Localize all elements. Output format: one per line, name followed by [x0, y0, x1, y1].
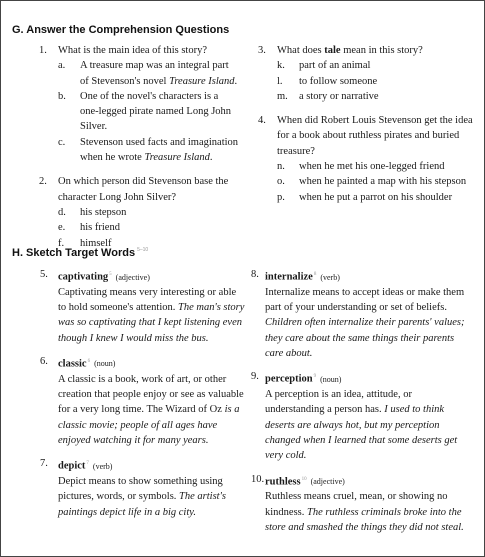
word-entry-internalize: 8. internalize$^8$ (verb) Internalize means to accept ideas or make them part of your understanding or set of beliefs. Children often internalize their parents' values; they care about the same things their parents care about. [251, 269, 465, 359]
option-m[interactable]: m. a story or narrative [277, 90, 379, 102]
section-h-right [251, 267, 473, 535]
question-4: 4. When did Robert Louis Stevenson get the idea for a book about ruthless pirates and buried treasure? [258, 115, 473, 157]
option-e[interactable]: e. his friend [58, 222, 120, 234]
option-b[interactable]: b. One of the novel's characters is a one-legged pirate named Long John Silver. [58, 90, 232, 133]
word-entry-captivating: 5. captivating$^5$ (adjective) Captivating means very interesting or able to hold someone's attention. The man's story was so captivating that I kept listening even though I knew I would miss the bus. [40, 269, 245, 344]
question-2: 2. On which person did Stevenson base the character Long John Silver? [39, 176, 229, 203]
question-1: 1. What is the main idea of this story? [39, 45, 208, 56]
word-entry-perception: 9. perception$^9$ (noun) A perception is an idea, attitude, or understanding a person has. I used to think deserts are always hot, but my perception changed when I learned that some deserts get very cold. [251, 371, 458, 462]
option-n[interactable]: n. when he met his one-legged friend [277, 161, 445, 173]
word-entry-depict: 7. depict$^7$ (verb) Depict means to show something using pictures, words, or symbols. The artist's paintings depict life in a big city. [40, 458, 226, 518]
option-l[interactable]: l. to follow someone [277, 75, 378, 87]
section-g-title: G. Answer the Comprehension Questions [12, 24, 230, 36]
option-k[interactable]: k. part of an animal [277, 60, 371, 72]
question-3: 3. What does tale mean in this story? [258, 45, 423, 56]
section-h-left [40, 267, 245, 520]
section-g-right [258, 43, 478, 205]
section-h-title: H. Sketch Target Words $^{5-10}$ [12, 247, 149, 259]
option-f[interactable]: f. himself [58, 237, 112, 249]
option-c[interactable]: c. Stevenson used facts and imagination when he wrote Treasure Island. [58, 136, 239, 164]
section-g-left [39, 43, 239, 251]
word-entry-classic: 6. classic$^6$ (noun) A classic is a book, work of art, or other creation that people enjoy or see as valuable for a very long time. The Wizard of Oz is a classic movie; people of all ages have enjoyed watching it for many years. [40, 355, 244, 446]
option-o[interactable]: o. when he painted a map with his stepson [277, 176, 467, 188]
option-a[interactable]: a. A treasure map was an integral part of Stevenson's novel Treasure Island. [58, 60, 238, 87]
option-d[interactable]: d. his stepson [58, 206, 127, 218]
word-entry-ruthless: 10. ruthless$^{10}$ (adjective) Ruthless means cruel, mean, or showing no kindness. The ruthless criminals broke into the store and smashed the things they did not steal. [251, 473, 464, 533]
option-p[interactable]: p. when he put a parrot on his shoulder [277, 191, 453, 203]
